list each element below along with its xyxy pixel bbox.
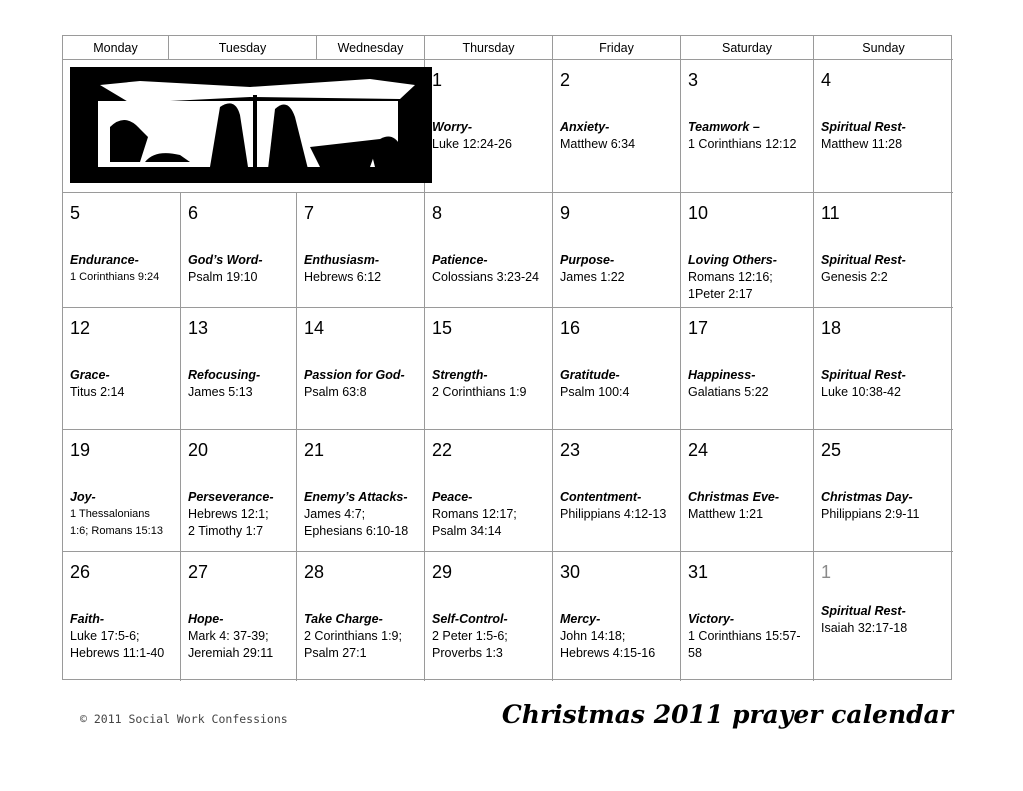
calendar-day-cell[interactable] xyxy=(425,308,553,430)
calendar-day-cell[interactable] xyxy=(425,60,553,193)
scripture-reference-line: Psalm 27:1 xyxy=(304,646,367,660)
day-number: 27 xyxy=(188,562,209,582)
day-theme: Worry- xyxy=(432,120,473,134)
scripture-reference-line: Hebrews 6:12 xyxy=(304,270,382,284)
scripture-reference-line: James 5:13 xyxy=(188,385,253,399)
day-number: 22 xyxy=(432,440,453,460)
day-theme: Enthusiasm- xyxy=(304,253,380,267)
copyright-notice: © 2011 Social Work Confessions xyxy=(80,712,288,726)
calendar-day-cell[interactable] xyxy=(681,430,814,552)
scripture-reference-line: Psalm 19:10 xyxy=(188,270,258,284)
scripture-reference xyxy=(560,384,678,401)
day-theme: Peace- xyxy=(432,490,473,504)
calendar-grid xyxy=(62,35,952,680)
scripture-reference xyxy=(560,506,678,523)
scripture-reference xyxy=(432,136,550,153)
day-theme: Perseverance- xyxy=(188,490,274,504)
scripture-reference xyxy=(432,384,550,401)
scripture-reference xyxy=(821,269,951,286)
day-theme: Christmas Day- xyxy=(821,490,913,504)
scripture-reference xyxy=(821,620,951,637)
calendar-day-cell[interactable] xyxy=(553,308,681,430)
calendar-day-cell[interactable] xyxy=(181,430,297,552)
calendar-day-cell[interactable] xyxy=(63,552,181,681)
scripture-reference xyxy=(432,628,550,662)
scripture-reference-line: Hebrews 12:1; xyxy=(188,507,269,521)
scripture-reference-line: James 1:22 xyxy=(560,270,625,284)
scripture-reference xyxy=(304,384,422,401)
calendar-day-cell[interactable] xyxy=(297,552,425,681)
scripture-reference-line: 1:6; Romans 15:13 xyxy=(70,525,163,537)
calendar-day-cell[interactable] xyxy=(297,430,425,552)
day-number: 14 xyxy=(304,318,325,338)
scripture-reference xyxy=(188,384,294,401)
scripture-reference-line: Luke 10:38-42 xyxy=(821,385,901,399)
day-number: 15 xyxy=(432,318,453,338)
day-theme: Spiritual Rest- xyxy=(821,120,906,134)
weekday-header-sunday: Sunday xyxy=(814,36,953,60)
weekday-header-row xyxy=(63,36,951,60)
scripture-reference-line: 2 Corinthians 1:9; xyxy=(304,629,402,643)
scripture-reference xyxy=(70,384,178,401)
calendar-day-cell[interactable] xyxy=(681,552,814,681)
scripture-reference-line: Hebrews 11:1-40 xyxy=(70,646,165,660)
scripture-reference xyxy=(304,269,422,286)
scripture-reference xyxy=(560,269,678,286)
day-theme: Grace- xyxy=(70,368,110,382)
scripture-reference xyxy=(70,506,178,540)
day-theme: Mercy- xyxy=(560,612,601,626)
day-number: 29 xyxy=(432,562,453,582)
scripture-reference-line: Isaiah 32:17-18 xyxy=(821,621,908,635)
day-theme: Contentment- xyxy=(560,490,642,504)
scripture-reference xyxy=(304,628,422,662)
scripture-reference-line: Titus 2:14 xyxy=(70,385,125,399)
calendar-day-cell[interactable] xyxy=(553,552,681,681)
scripture-reference-line: Genesis 2:2 xyxy=(821,270,888,284)
day-number: 25 xyxy=(821,440,842,460)
scripture-reference xyxy=(821,384,951,401)
scripture-reference xyxy=(688,628,811,662)
scripture-reference xyxy=(560,628,678,662)
day-number: 13 xyxy=(188,318,209,338)
scripture-reference-line: Mark 4: 37-39; xyxy=(188,629,269,643)
scripture-reference xyxy=(560,136,678,153)
day-theme: Strength- xyxy=(432,368,488,382)
day-number: 1 xyxy=(821,562,832,582)
scripture-reference-line: Philippians 2:9-11 xyxy=(821,507,920,521)
scripture-reference-line: Romans 12:16; xyxy=(688,270,773,284)
scripture-reference xyxy=(688,506,811,523)
scripture-reference-line: 2 Corinthians 1:9 xyxy=(432,385,527,399)
scripture-reference xyxy=(304,506,422,540)
scripture-reference-line: 1 Corinthians 15:57- xyxy=(688,629,801,643)
calendar-day-cell[interactable] xyxy=(425,552,553,681)
day-theme: Teamwork – xyxy=(688,120,760,134)
scripture-reference-line: 2 Peter 1:5-6; xyxy=(432,629,508,643)
day-theme: Anxiety- xyxy=(560,120,610,134)
weekday-header-saturday: Saturday xyxy=(681,36,814,60)
calendar-day-cell[interactable] xyxy=(181,552,297,681)
nativity-silhouette-image xyxy=(70,67,432,183)
scripture-reference-line: Psalm 34:14 xyxy=(432,524,502,538)
scripture-reference-line: 1 Corinthians 12:12 xyxy=(688,137,797,151)
day-theme: God’s Word- xyxy=(188,253,263,267)
calendar-day-cell[interactable] xyxy=(681,193,814,308)
day-theme: Take Charge- xyxy=(304,612,383,626)
calendar-day-cell[interactable] xyxy=(814,308,953,430)
scripture-reference-line: Matthew 11:28 xyxy=(821,137,903,151)
scripture-reference-line: Galatians 5:22 xyxy=(688,385,769,399)
scripture-reference-line: Philippians 4:12-13 xyxy=(560,507,667,521)
day-theme: Self-Control- xyxy=(432,612,508,626)
scripture-reference-line: 2 Timothy 1:7 xyxy=(188,524,264,538)
calendar-day-cell[interactable] xyxy=(814,193,953,308)
weekday-header-tuesday: Tuesday xyxy=(169,36,317,60)
day-number: 19 xyxy=(70,440,91,460)
scripture-reference-line: 58 xyxy=(688,646,702,660)
day-number: 2 xyxy=(560,70,571,90)
calendar-day-cell[interactable] xyxy=(181,193,297,308)
day-theme: Spiritual Rest- xyxy=(821,368,906,382)
scripture-reference-line: Colossians 3:23-24 xyxy=(432,270,540,284)
weekday-header-friday: Friday xyxy=(553,36,681,60)
nativity-scene-icon xyxy=(70,67,432,183)
calendar-title: Christmas 2011 prayer calendar xyxy=(501,700,953,729)
day-theme: Faith- xyxy=(70,612,105,626)
day-number: 28 xyxy=(304,562,325,582)
day-number: 23 xyxy=(560,440,581,460)
scripture-reference xyxy=(70,269,178,286)
calendar-day-cell[interactable] xyxy=(63,430,181,552)
scripture-reference-line: Matthew 1:21 xyxy=(688,507,764,521)
day-number: 1 xyxy=(432,70,443,90)
scripture-reference xyxy=(821,506,951,523)
calendar-day-cell[interactable] xyxy=(814,552,953,681)
day-number: 8 xyxy=(432,203,443,223)
day-number: 31 xyxy=(688,562,709,582)
scripture-reference-line: Psalm 63:8 xyxy=(304,385,367,399)
calendar-day-cell[interactable] xyxy=(181,308,297,430)
scripture-reference-line: 1Peter 2:17 xyxy=(688,287,753,301)
weekday-header-monday: Monday xyxy=(63,36,169,60)
day-number: 10 xyxy=(688,203,709,223)
calendar-day-cell[interactable] xyxy=(681,60,814,193)
scripture-reference xyxy=(688,384,811,401)
scripture-reference xyxy=(688,269,811,303)
calendar-day-cell[interactable] xyxy=(297,308,425,430)
scripture-reference-line: Romans 12:17; xyxy=(432,507,517,521)
day-theme: Purpose- xyxy=(560,253,615,267)
scripture-reference xyxy=(188,269,294,286)
calendar-day-cell[interactable] xyxy=(63,308,181,430)
day-theme: Passion for God- xyxy=(304,368,405,382)
day-number: 7 xyxy=(304,203,315,223)
day-number: 30 xyxy=(560,562,581,582)
scripture-reference-line: Matthew 6:34 xyxy=(560,137,636,151)
day-number: 24 xyxy=(688,440,709,460)
calendar-day-cell[interactable] xyxy=(425,430,553,552)
calendar-day-cell[interactable] xyxy=(553,193,681,308)
day-number: 26 xyxy=(70,562,91,582)
day-number: 11 xyxy=(821,203,840,223)
day-theme: Spiritual Rest- xyxy=(821,253,906,267)
day-number: 4 xyxy=(821,70,832,90)
day-number: 21 xyxy=(304,440,325,460)
scripture-reference xyxy=(70,628,178,662)
day-number: 3 xyxy=(688,70,699,90)
day-theme: Christmas Eve- xyxy=(688,490,780,504)
day-theme: Hope- xyxy=(188,612,224,626)
weekday-header-wednesday: Wednesday xyxy=(317,36,425,60)
day-theme: Patience- xyxy=(432,253,488,267)
scripture-reference xyxy=(188,506,294,540)
day-number: 9 xyxy=(560,203,571,223)
day-theme: Joy- xyxy=(70,490,96,504)
day-theme: Victory- xyxy=(688,612,735,626)
day-theme: Happiness- xyxy=(688,368,756,382)
day-theme: Spiritual Rest- xyxy=(821,604,906,618)
day-number: 6 xyxy=(188,203,199,223)
day-number: 16 xyxy=(560,318,581,338)
scripture-reference-line: Jeremiah 29:11 xyxy=(188,646,274,660)
scripture-reference-line: John 14:18; xyxy=(560,629,626,643)
calendar-day-cell[interactable] xyxy=(63,193,181,308)
calendar-day-cell[interactable] xyxy=(681,308,814,430)
scripture-reference-line: Hebrews 4:15-16 xyxy=(560,646,656,660)
weekday-header-thursday: Thursday xyxy=(425,36,553,60)
calendar-day-cell[interactable] xyxy=(814,60,953,193)
calendar-day-cell[interactable] xyxy=(814,430,953,552)
day-number: 20 xyxy=(188,440,209,460)
scripture-reference-line: Ephesians 6:10-18 xyxy=(304,524,409,538)
scripture-reference-line: James 4:7; xyxy=(304,507,366,521)
scripture-reference xyxy=(188,628,294,662)
day-theme: Enemy’s Attacks- xyxy=(304,490,408,504)
scripture-reference-line: Luke 12:24-26 xyxy=(432,137,512,151)
scripture-reference xyxy=(432,506,550,540)
scripture-reference-line: 1 Thessalonians xyxy=(70,508,150,520)
scripture-reference-line: Psalm 100:4 xyxy=(560,385,630,399)
scripture-reference-line: Proverbs 1:3 xyxy=(432,646,503,660)
day-number: 18 xyxy=(821,318,842,338)
calendar-day-cell[interactable] xyxy=(425,193,553,308)
day-number: 12 xyxy=(70,318,91,338)
day-number: 5 xyxy=(70,203,81,223)
scripture-reference-line: 1 Corinthians 9:24 xyxy=(70,271,160,283)
day-theme: Refocusing- xyxy=(188,368,261,382)
day-theme: Endurance- xyxy=(70,253,139,267)
calendar-day-cell[interactable] xyxy=(297,193,425,308)
calendar-day-cell[interactable] xyxy=(553,430,681,552)
scripture-reference-line: Luke 17:5-6; xyxy=(70,629,140,643)
day-number: 17 xyxy=(688,318,709,338)
day-theme: Gratitude- xyxy=(560,368,620,382)
scripture-reference xyxy=(688,136,811,153)
calendar-day-cell[interactable] xyxy=(553,60,681,193)
scripture-reference xyxy=(821,136,951,153)
scripture-reference xyxy=(432,269,550,286)
day-theme: Loving Others- xyxy=(688,253,777,267)
